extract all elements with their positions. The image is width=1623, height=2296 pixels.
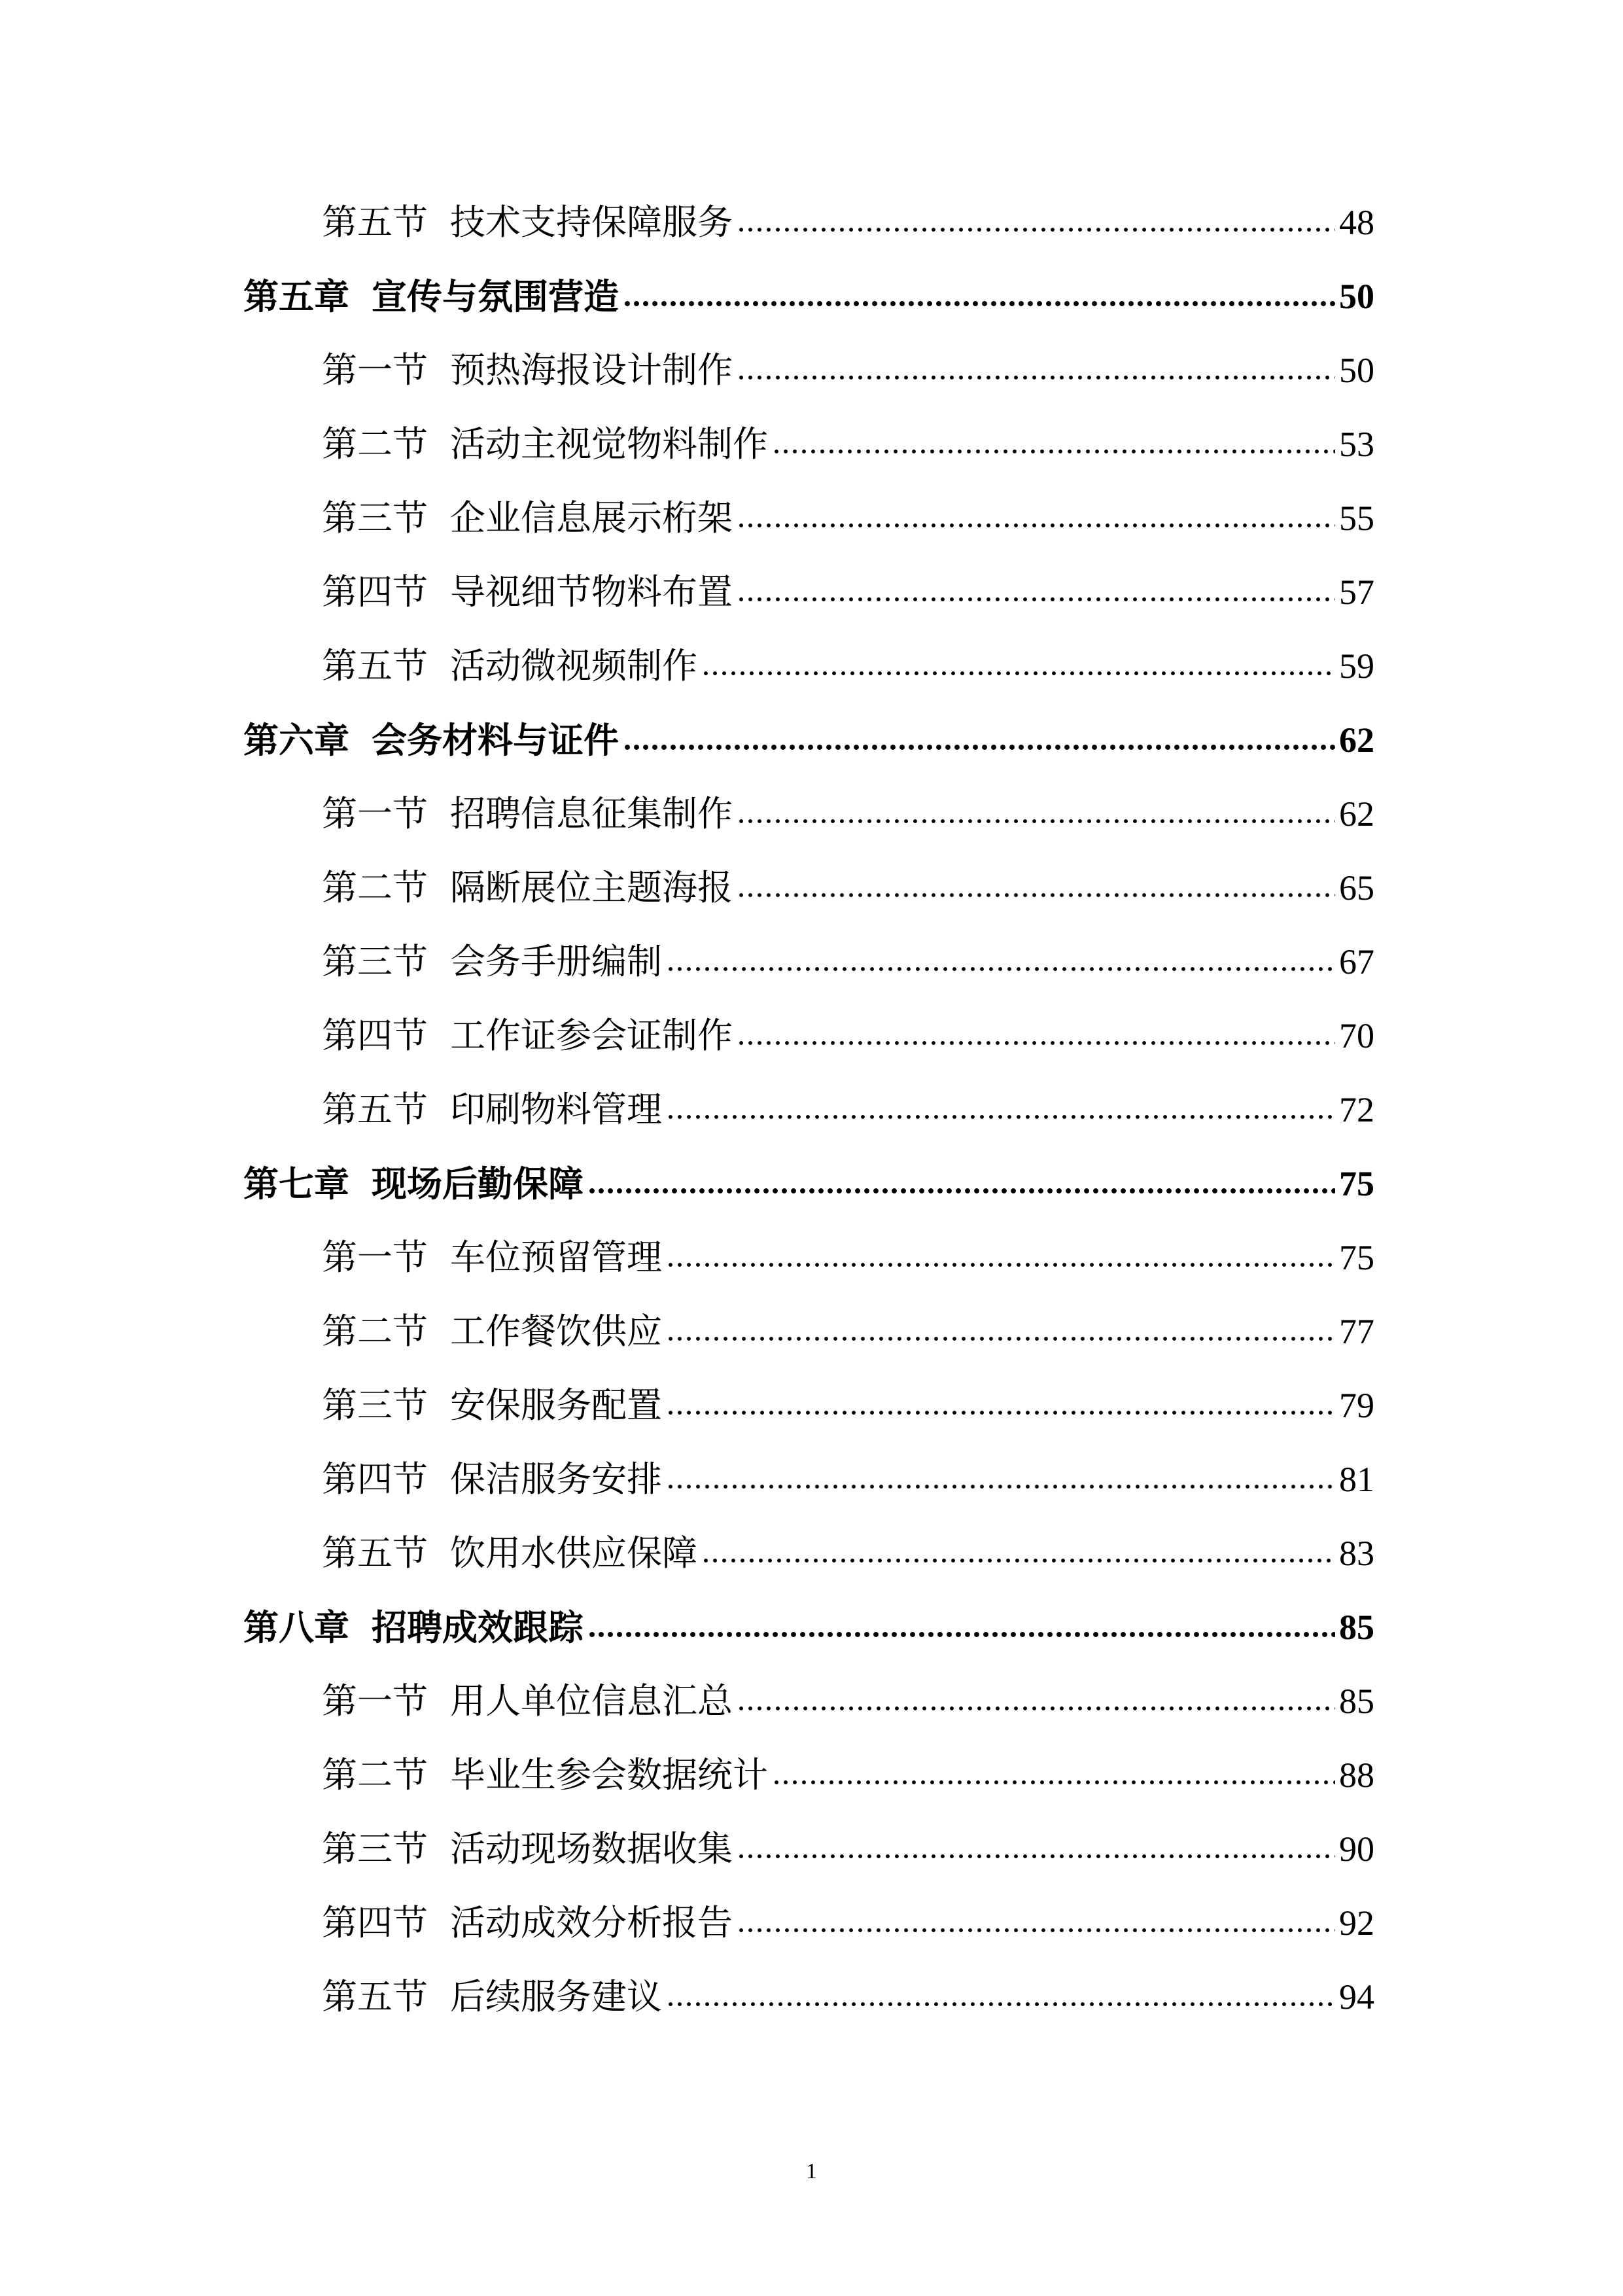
toc-number: 第四节 bbox=[322, 571, 428, 612]
toc-number: 第一节 bbox=[322, 1680, 428, 1722]
dot-leader bbox=[737, 521, 1335, 530]
toc-title: 用人单位信息汇总 bbox=[450, 1680, 733, 1722]
toc-number: 第三节 bbox=[322, 1385, 428, 1426]
dot-leader bbox=[587, 1186, 1335, 1195]
toc-entry[interactable] bbox=[322, 1897, 1374, 1949]
dot-leader bbox=[737, 1852, 1335, 1861]
toc-page-number: 59 bbox=[1339, 646, 1374, 686]
toc-entry[interactable] bbox=[243, 1157, 1374, 1210]
toc-number: 第五节 bbox=[322, 1089, 428, 1130]
toc-page-number: 62 bbox=[1339, 794, 1374, 834]
toc-number: 第四节 bbox=[322, 1458, 428, 1500]
dot-leader bbox=[737, 595, 1335, 604]
toc-entry[interactable] bbox=[322, 344, 1374, 397]
dot-leader bbox=[737, 891, 1335, 900]
dot-leader bbox=[666, 2000, 1335, 2009]
toc-entry[interactable] bbox=[322, 1527, 1374, 1580]
dot-leader bbox=[666, 1408, 1335, 1417]
toc-number: 第二节 bbox=[322, 867, 428, 908]
toc-entry[interactable] bbox=[322, 1971, 1374, 2023]
toc-title: 活动微视频制作 bbox=[450, 645, 697, 686]
toc-title: 宣传与氛围营造 bbox=[372, 275, 619, 317]
toc-entry[interactable] bbox=[322, 788, 1374, 840]
toc-entry[interactable] bbox=[322, 1749, 1374, 1801]
toc-page-number: 75 bbox=[1339, 1238, 1374, 1277]
toc-title: 工作餐饮供应 bbox=[450, 1311, 662, 1352]
toc-number: 第三节 bbox=[322, 941, 428, 982]
toc-number: 第三节 bbox=[322, 497, 428, 539]
toc-page-number: 62 bbox=[1339, 720, 1374, 760]
toc-page-number: 83 bbox=[1339, 1534, 1374, 1573]
toc-title: 现场后勤保障 bbox=[372, 1163, 584, 1205]
toc-entry[interactable] bbox=[322, 936, 1374, 988]
toc-page-number: 77 bbox=[1339, 1312, 1374, 1351]
toc-page-number: 53 bbox=[1339, 425, 1374, 464]
dot-leader bbox=[737, 817, 1335, 826]
toc-page-number: 67 bbox=[1339, 942, 1374, 981]
toc-title: 会务手册编制 bbox=[450, 941, 662, 982]
toc-page-number: 85 bbox=[1339, 1608, 1374, 1647]
dot-leader bbox=[737, 1038, 1335, 1048]
toc-page-number: 50 bbox=[1339, 277, 1374, 316]
toc-title: 会务材料与证件 bbox=[372, 719, 619, 761]
toc-page-number: 75 bbox=[1339, 1164, 1374, 1203]
toc-entry[interactable] bbox=[322, 1823, 1374, 1875]
dot-leader bbox=[587, 1630, 1335, 1639]
toc-entry[interactable] bbox=[322, 862, 1374, 914]
toc-page-number: 55 bbox=[1339, 499, 1374, 538]
toc-title: 活动主视觉物料制作 bbox=[450, 423, 768, 465]
dot-leader bbox=[737, 1926, 1335, 1935]
toc-page-number: 48 bbox=[1339, 203, 1374, 242]
toc-number: 第五节 bbox=[322, 202, 428, 243]
dot-leader bbox=[772, 447, 1335, 456]
toc-page-number: 81 bbox=[1339, 1460, 1374, 1499]
toc-title: 印刷物料管理 bbox=[450, 1089, 662, 1130]
dot-leader bbox=[666, 1482, 1335, 1491]
toc-title: 保洁服务安排 bbox=[450, 1458, 662, 1500]
toc-number: 第四节 bbox=[322, 1015, 428, 1056]
toc-number: 第二节 bbox=[322, 423, 428, 465]
toc-number: 第一节 bbox=[322, 1237, 428, 1278]
toc-title: 招聘成效跟踪 bbox=[372, 1606, 584, 1648]
toc-page-number: 94 bbox=[1339, 1977, 1374, 2017]
toc-number: 第五节 bbox=[322, 1532, 428, 1574]
dot-leader bbox=[623, 299, 1335, 308]
toc-number: 第五节 bbox=[322, 1976, 428, 2017]
toc-entry[interactable] bbox=[322, 1453, 1374, 1506]
dot-leader bbox=[737, 1704, 1335, 1713]
toc-page-number: 88 bbox=[1339, 1756, 1374, 1795]
dot-leader bbox=[701, 1556, 1335, 1565]
toc-title: 隔断展位主题海报 bbox=[450, 867, 733, 908]
dot-leader bbox=[772, 1778, 1335, 1787]
toc-page-number: 65 bbox=[1339, 868, 1374, 908]
toc-title: 饮用水供应保障 bbox=[450, 1532, 697, 1574]
dot-leader bbox=[737, 373, 1335, 382]
toc-title: 毕业生参会数据统计 bbox=[450, 1754, 768, 1795]
dot-leader bbox=[701, 669, 1335, 678]
toc-title: 活动成效分析报告 bbox=[450, 1902, 733, 1943]
toc-entry[interactable] bbox=[322, 1305, 1374, 1358]
toc-entry[interactable] bbox=[322, 492, 1374, 544]
toc-page-number: 85 bbox=[1339, 1682, 1374, 1721]
dot-leader bbox=[666, 1260, 1335, 1269]
toc-number: 第五节 bbox=[322, 645, 428, 686]
toc-entry[interactable] bbox=[243, 270, 1374, 323]
page-footer-number: 1 bbox=[806, 2159, 817, 2183]
toc-number: 第四节 bbox=[322, 1902, 428, 1943]
toc-title: 安保服务配置 bbox=[450, 1385, 662, 1426]
toc-page-number: 79 bbox=[1339, 1386, 1374, 1425]
toc-entry[interactable] bbox=[322, 418, 1374, 470]
toc-title: 导视细节物料布置 bbox=[450, 571, 733, 612]
dot-leader bbox=[737, 225, 1335, 234]
toc-page-number: 50 bbox=[1339, 351, 1374, 390]
toc-entry[interactable] bbox=[322, 1379, 1374, 1432]
toc-entry[interactable] bbox=[322, 196, 1374, 249]
dot-leader bbox=[666, 1334, 1335, 1343]
toc-page-number: 57 bbox=[1339, 573, 1374, 612]
toc-page-number: 92 bbox=[1339, 1903, 1374, 1943]
toc-title: 技术支持保障服务 bbox=[450, 202, 733, 243]
toc-title: 企业信息展示桁架 bbox=[450, 497, 733, 539]
toc-entry[interactable] bbox=[322, 1675, 1374, 1727]
toc-title: 车位预留管理 bbox=[450, 1237, 662, 1278]
toc-entry[interactable] bbox=[322, 1084, 1374, 1136]
toc-number: 第一节 bbox=[322, 793, 428, 834]
toc-page-number: 70 bbox=[1339, 1016, 1374, 1055]
toc-title: 工作证参会证制作 bbox=[450, 1015, 733, 1056]
toc-number: 第一节 bbox=[322, 349, 428, 391]
toc-number: 第八章 bbox=[243, 1606, 349, 1648]
dot-leader bbox=[666, 1112, 1335, 1122]
toc-entry[interactable] bbox=[322, 566, 1374, 618]
toc-title: 预热海报设计制作 bbox=[450, 349, 733, 391]
toc-title: 招聘信息征集制作 bbox=[450, 793, 733, 834]
dot-leader bbox=[666, 964, 1335, 974]
toc-entry[interactable] bbox=[322, 1010, 1374, 1062]
toc-number: 第三节 bbox=[322, 1828, 428, 1869]
toc-number: 第二节 bbox=[322, 1311, 428, 1352]
toc-number: 第二节 bbox=[322, 1754, 428, 1795]
toc-number: 第七章 bbox=[243, 1163, 349, 1205]
toc-number: 第五章 bbox=[243, 275, 349, 317]
toc-title: 后续服务建议 bbox=[450, 1976, 662, 2017]
toc-page-number: 72 bbox=[1339, 1090, 1374, 1129]
toc-title: 活动现场数据收集 bbox=[450, 1828, 733, 1869]
toc-entry[interactable] bbox=[243, 714, 1374, 766]
toc-entry[interactable] bbox=[243, 1601, 1374, 1653]
toc-entry[interactable] bbox=[322, 640, 1374, 692]
toc-number: 第六章 bbox=[243, 719, 349, 761]
toc-entry[interactable] bbox=[322, 1231, 1374, 1284]
toc-page-number: 90 bbox=[1339, 1829, 1374, 1869]
dot-leader bbox=[623, 743, 1335, 752]
